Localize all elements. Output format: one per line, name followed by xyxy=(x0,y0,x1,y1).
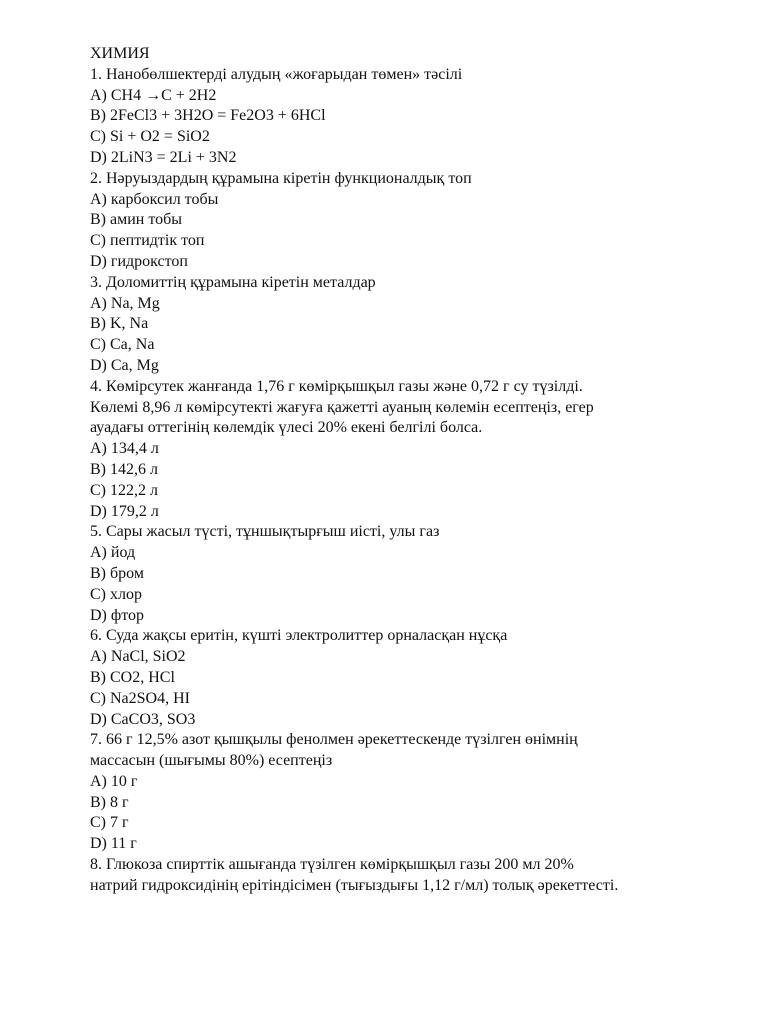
option-c: C) пептидтік топ xyxy=(90,232,205,250)
question-2 xyxy=(90,169,730,273)
question-text-line-1: 7. 66 г 12,5% азот қышқылы фенолмен әрекеттескенде түзілген өнімнің xyxy=(90,731,578,749)
question-8 xyxy=(90,855,730,897)
document-page xyxy=(90,44,730,897)
question-3 xyxy=(90,273,730,377)
option-d: D) CaCO3, SO3 xyxy=(90,710,196,728)
option-d: D) 11 г xyxy=(90,835,137,853)
option-d: D) гидрокстоп xyxy=(90,252,188,270)
question-7 xyxy=(90,730,730,855)
question-text-line-2: Көлемі 8,96 л көмірсутекті жағуға қажетті ауаның көлемін есептеңіз, егер xyxy=(90,398,594,416)
option-a: A) йод xyxy=(90,544,136,562)
question-text-line-3: ауадағы оттегінің көлемдік үлесі 20% екені белгілі болса. xyxy=(90,419,483,437)
option-d: D) 2LiN3 = 2Li + 3N2 xyxy=(90,148,237,166)
question-text: 1. Нанобөлшектерді алудың «жоғарыдан төмен» тәсілі xyxy=(90,65,463,83)
question-text: 6. Суда жақсы еритін, күшті электролиттер орналасқан нұсқа xyxy=(90,627,508,645)
option-b: B) CO2, HCl xyxy=(90,668,175,686)
option-b: B) K, Na xyxy=(90,315,149,333)
option-b: B) 8 г xyxy=(90,793,129,811)
option-c: C) Na2SO4, HI xyxy=(90,689,190,707)
question-text: 5. Сары жасыл түсті, тұншықтырғыш иісті, улы газ xyxy=(90,523,440,541)
option-a: A) 10 г xyxy=(90,772,138,790)
question-4 xyxy=(90,377,730,523)
question-text-line-2: массасын (шығымы 80%) есептеңіз xyxy=(90,752,333,770)
option-a: A) 134,4 л xyxy=(90,440,159,458)
option-a: A) карбоксил тобы xyxy=(90,190,219,208)
question-text-line-1: 8. Глюкоза спирттік ашығанда түзілген көмірқышқыл газы 200 мл 20% xyxy=(90,856,574,874)
question-5 xyxy=(90,522,730,626)
question-6 xyxy=(90,626,730,730)
question-text-line-1: 4. Көмірсутек жанғанда 1,76 г көмірқышқыл газы және 0,72 г су түзілді. xyxy=(90,377,583,395)
option-c: C) Ca, Na xyxy=(90,336,155,354)
option-d: D) 179,2 л xyxy=(90,502,159,520)
question-text: 3. Доломиттің құрамына кіретін металдар xyxy=(90,273,376,291)
question-text: 2. Нәруыздардың құрамына кіретін функционалдық топ xyxy=(90,169,472,187)
option-d: D) фтор xyxy=(90,606,145,624)
option-a: A) NaCl, SiO2 xyxy=(90,648,186,666)
option-b: B) амин тобы xyxy=(90,211,183,229)
option-b: B) 142,6 л xyxy=(90,460,158,478)
option-c: C) Si + O2 = SiO2 xyxy=(90,128,210,146)
option-c: C) 122,2 л xyxy=(90,481,158,499)
document-title: ХИМИЯ xyxy=(90,45,150,62)
option-d: D) Ca, Mg xyxy=(90,356,159,374)
option-a: A) Na, Mg xyxy=(90,294,160,312)
option-c: C) хлор xyxy=(90,585,142,603)
option-a: A) CH4 →C + 2H2 xyxy=(90,86,217,104)
question-1 xyxy=(90,65,730,169)
option-c: C) 7 г xyxy=(90,814,129,832)
option-b: B) бром xyxy=(90,564,144,582)
option-b: B) 2FeCl3 + 3H2O = Fe2O3 + 6HCl xyxy=(90,107,326,125)
question-text-line-2: натрий гидроксидінің ерітіндісімен (тығыздығы 1,12 г/мл) толық әрекеттесті. xyxy=(90,876,619,894)
